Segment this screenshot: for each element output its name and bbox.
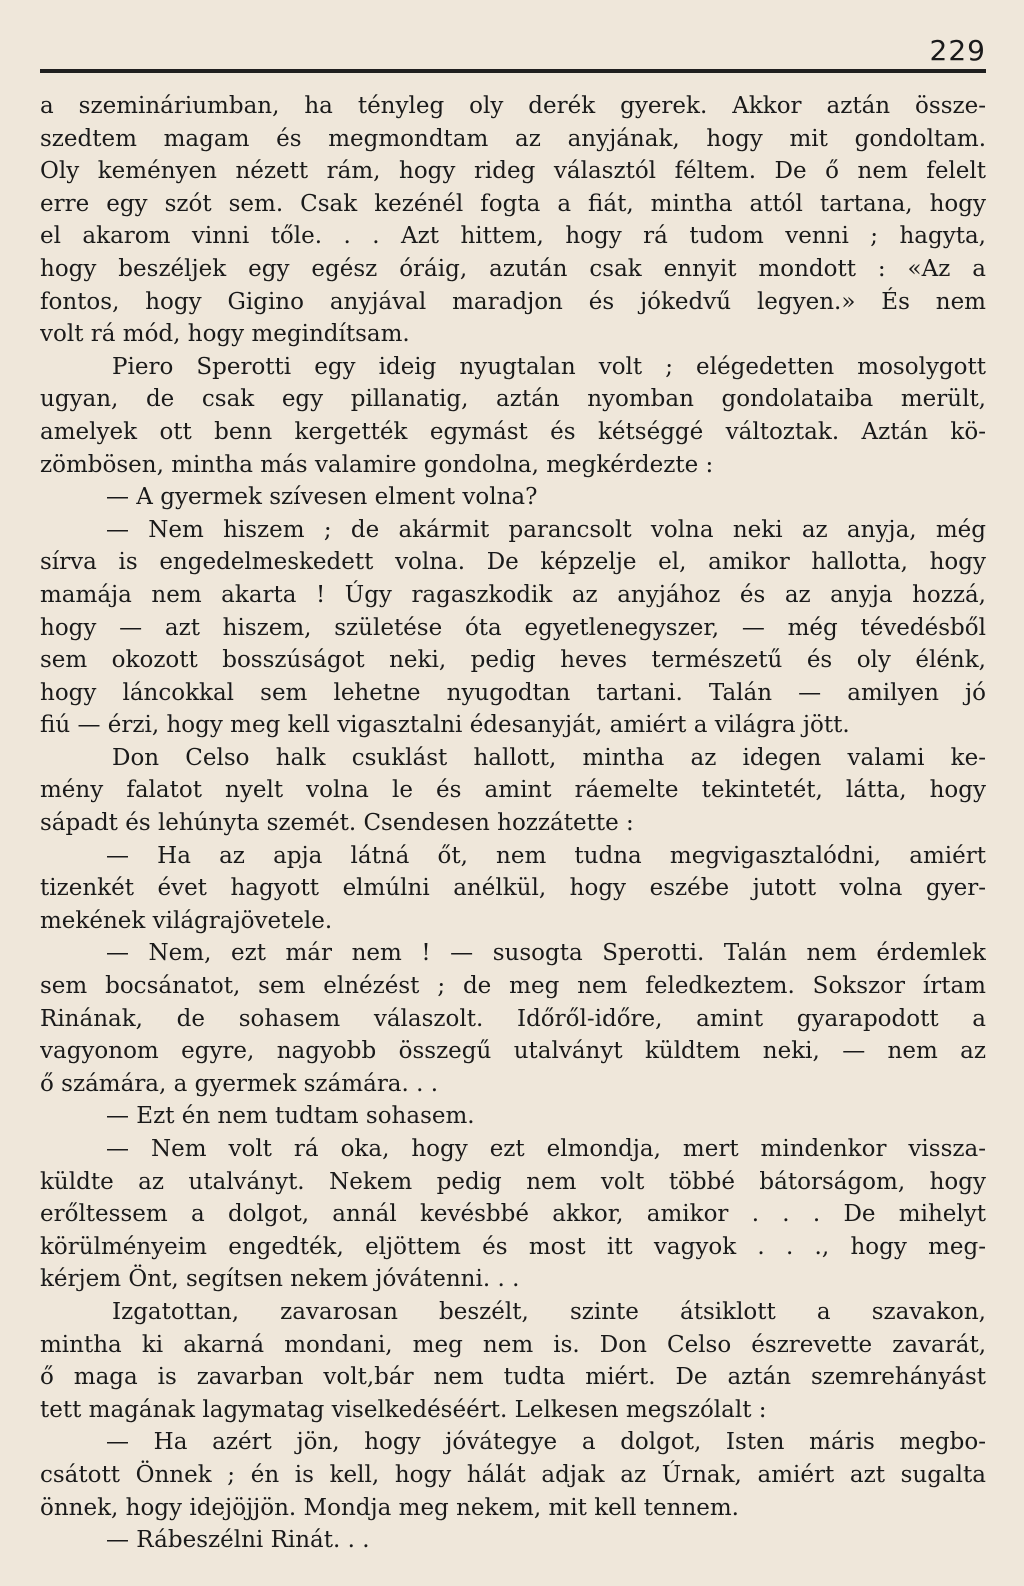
text-line: tett magának lagymatag viselkedéséért. Lelkesen megszólalt : (40, 1396, 767, 1423)
text-line: mamája nem akarta ! Úgy ragaszkodik az anyjához és az anyja hozzá, (40, 581, 986, 608)
text-line: ő maga is zavarban volt,bár nem tudta miért. De aztán szemrehányást (40, 1364, 986, 1391)
text-line: — Nem hiszem ; de akármit parancsolt volna neki az anyja, még (106, 516, 986, 543)
text-line: mintha ki akarná mondani, meg nem is. Don Celso észrevette zavarát, (40, 1331, 986, 1358)
body-text (40, 90, 986, 1557)
text-line: fiú — érzi, hogy meg kell vigasztalni édesanyját, amiért a világra jött. (40, 712, 850, 739)
text-line: csátott Önnek ; én is kell, hogy hálát adjak az Úrnak, amiért azt sugalta (40, 1461, 986, 1488)
text-line: szedtem magam és megmondtam az anyjának, hogy mit gondoltam. (40, 125, 986, 152)
text-line: — Ha az apja látná őt, nem tudna megvigasztalódni, amiért (106, 842, 986, 869)
text-line: mény falatot nyelt volna le és amint ráemelte tekintetét, látta, hogy (40, 777, 986, 804)
text-line: sírva is engedelmeskedett volna. De képzelje el, amikor hallotta, hogy (40, 549, 986, 576)
text-line: zömbösen, mintha más valamire gondolna, megkérdezte : (40, 451, 714, 478)
text-line: tizenkét évet hagyott elmúlni anélkül, hogy eszébe jutott volna gyer- (40, 875, 986, 902)
text-line: sem okozott bosszúságot neki, pedig heves természetű és oly élénk, (40, 647, 986, 674)
text-line: — Ezt én nem tudtam sohasem. (106, 1103, 475, 1130)
text-line: sápadt és lehúnyta szemét. Csendesen hozzátette : (40, 810, 634, 837)
text-line: mekének világrajövetele. (40, 907, 333, 934)
page-number: 229 (929, 34, 986, 67)
text-line: hogy láncokkal sem lehetne nyugodtan tartani. Talán — amilyen jó (40, 679, 986, 706)
text-line: hogy beszéljek egy egész óráig, azután csak ennyit mondott : «Az a (40, 255, 986, 282)
text-line: önnek, hogy idejöjjön. Mondja meg nekem, mit kell tennem. (40, 1494, 739, 1521)
text-line: vagyonom egyre, nagyobb összegű utalványt küldtem neki, — nem az (40, 1038, 986, 1065)
text-line: Piero Sperotti egy ideig nyugtalan volt ; elégedetten mosolygott (112, 353, 986, 380)
text-line: — Nem volt rá oka, hogy ezt elmondja, mert mindenkor vissza- (106, 1136, 986, 1162)
text-line: — A gyermek szívesen elment volna? (106, 484, 538, 511)
text-line: — Rábeszélni Rinát. . . (106, 1527, 370, 1554)
text-line: hogy — azt hiszem, születése óta egyetlenegyszer, — még tévedésből (40, 614, 986, 641)
text-line: — Nem, ezt már nem ! — susogta Sperotti. Talán nem érdemlek (106, 940, 986, 967)
text-line: Don Celso halk csuklást hallott, mintha az idegen valami ke- (112, 744, 986, 771)
text-line: volt rá mód, hogy megindítsam. (40, 321, 410, 348)
text-line: el akarom vinni tőle. . . Azt hittem, hogy rá tudom venni ; hagyta, (40, 223, 986, 250)
text-line: ő számára, a gyermek számára. . . (40, 1070, 439, 1097)
text-line: Oly keményen nézett rám, hogy rideg választól féltem. De ő nem felelt (40, 158, 986, 185)
text-line: erőltessem a dolgot, annál kevésbbé akkor, amikor . . . De mihelyt (40, 1201, 986, 1228)
text-line: körülményeim engedték, eljöttem és most itt vagyok . . ., hogy meg- (40, 1233, 986, 1260)
text-line: — Ha azért jön, hogy jóvátegye a dolgot, Isten máris megbo- (106, 1429, 986, 1456)
text-line: fontos, hogy Gigino anyjával maradjon és jókedvű legyen.» És nem (40, 288, 986, 315)
text-line: a szemináriumban, ha tényleg oly derék gyerek. Akkor aztán össze- (40, 93, 986, 119)
text-line: amelyek ott benn kergették egymást és kétséggé változtak. Aztán kö- (40, 418, 986, 445)
text-line: küldte az utalványt. Nekem pedig nem volt többé bátorságom, hogy (40, 1168, 986, 1195)
text-line: ugyan, de csak egy pillanatig, aztán nyomban gondolataiba merült, (40, 386, 986, 413)
header-rule (40, 69, 986, 73)
text-line: sem bocsánatot, sem elnézést ; de meg nem feledkeztem. Sokszor írtam (40, 973, 986, 1000)
text-line: Rinának, de sohasem válaszolt. Időről-időre, amint gyarapodott a (40, 1005, 986, 1032)
text-line: erre egy szót sem. Csak kezénél fogta a fiát, mintha attól tartana, hogy (40, 190, 986, 217)
text-line: kérjem Önt, segítsen nekem jóvátenni. . . (40, 1266, 520, 1293)
text-line: Izgatottan, zavarosan beszélt, szinte átsiklott a szavakon, (112, 1298, 986, 1325)
